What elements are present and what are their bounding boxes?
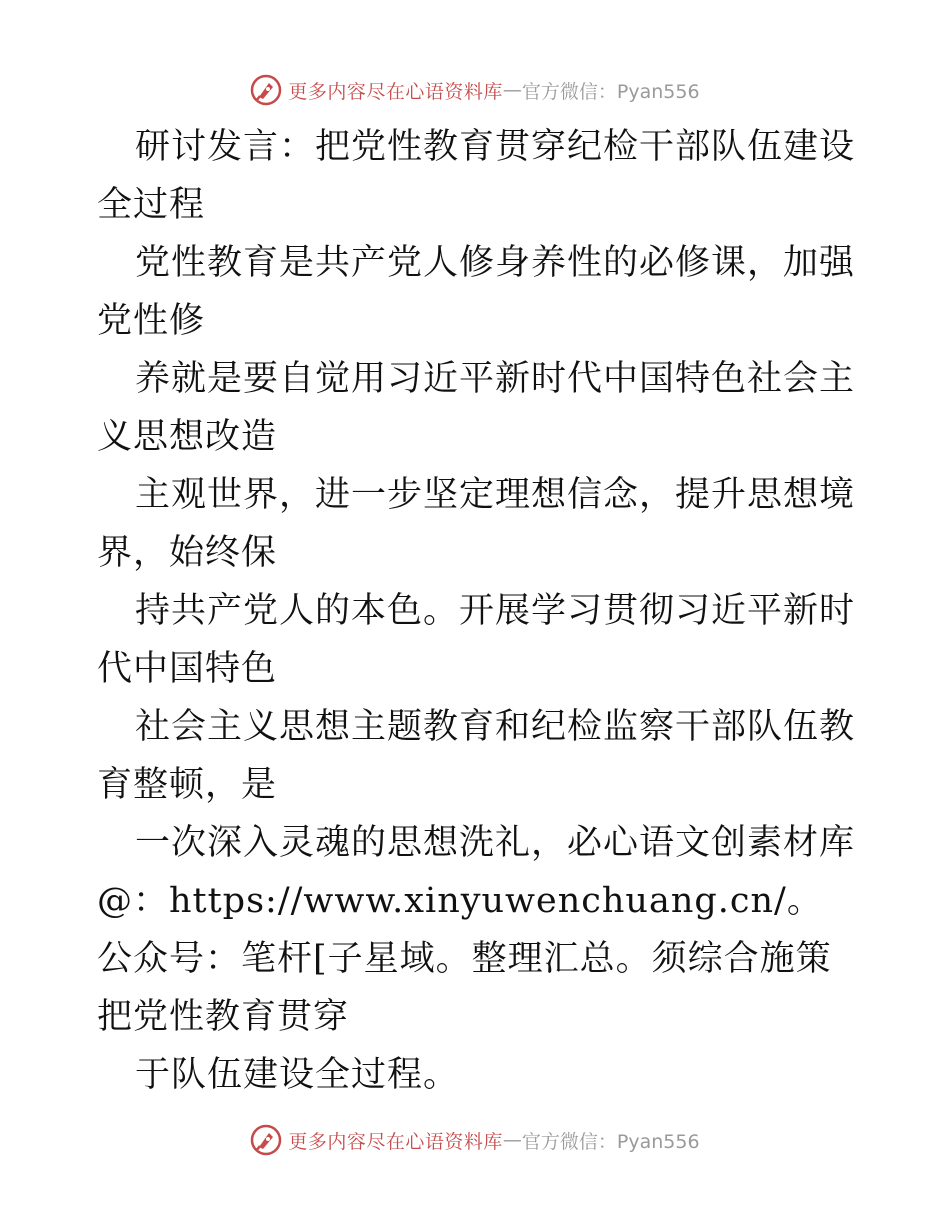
document-paragraph: 主观世界，进一步坚定理想信念，提升思想境界，始终保 xyxy=(97,475,856,573)
document-paragraph: 一次深入灵魂的思想洗礼，必心语文创素材库 xyxy=(135,823,856,863)
banner-text: 更多内容尽在心语资料库 xyxy=(288,1130,503,1153)
document-paragraph: 社会主义思想主题教育和纪检监察干部队伍教育整顿，是 xyxy=(97,707,856,805)
document-title: 研讨发言：把党性教育贯穿纪检干部队伍建设全过程 xyxy=(97,127,856,225)
document-body xyxy=(97,118,857,1104)
banner-separator: — xyxy=(502,1129,522,1151)
pen-nib-logo-icon xyxy=(250,74,282,106)
document-paragraph: 于队伍建设全过程。 xyxy=(135,1055,460,1095)
header-watermark-banner xyxy=(0,70,950,110)
banner-text: 更多内容尽在心语资料库 xyxy=(288,80,503,103)
document-paragraph: 持共产党人的本色。开展学习贯彻习近平新时代中国特色 xyxy=(97,591,856,689)
pen-nib-logo-icon xyxy=(250,1124,282,1156)
banner-wechat: 官方微信：Pyan556 xyxy=(521,1130,700,1153)
document-paragraph: 养就是要自觉用习近平新时代中国特色社会主义思想改造 xyxy=(97,359,856,457)
banner-wechat: 官方微信：Pyan556 xyxy=(521,80,700,103)
footer-watermark-banner xyxy=(0,1120,950,1160)
banner-separator: — xyxy=(502,79,522,101)
document-paragraph: 党性教育是共产党人修身养性的必修课，加强党性修 xyxy=(97,243,856,341)
document-paragraph-link: @：https://www.xinyuwenchuang.cn/。公众号：笔杆[子星域。整理汇总。须综合施策把党性教育贯穿 xyxy=(97,881,832,1037)
